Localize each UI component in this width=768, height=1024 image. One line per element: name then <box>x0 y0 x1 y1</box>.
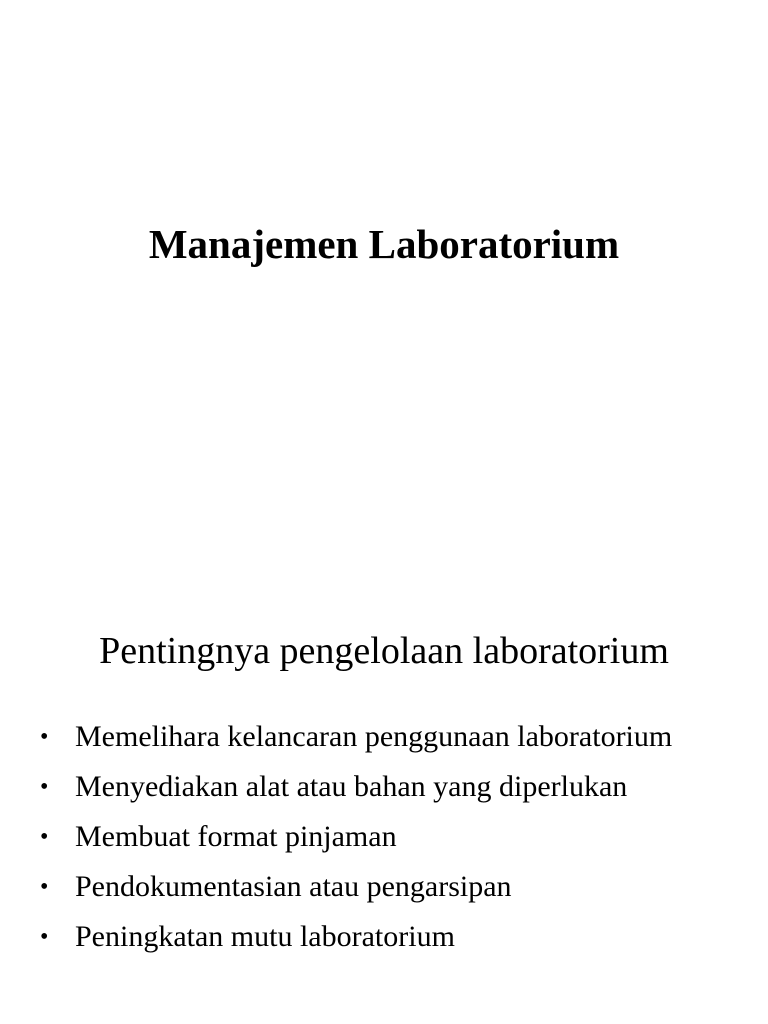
list-item <box>0 917 768 957</box>
bullet-icon: • <box>40 874 49 900</box>
bullet-text: Memelihara kelancaran penggunaan laboratorium <box>75 720 673 753</box>
list-item <box>0 767 768 807</box>
bullet-icon: • <box>40 774 49 800</box>
bullet-text: Peningkatan mutu laboratorium <box>75 920 455 953</box>
bullet-icon: • <box>40 724 49 750</box>
slide-heading: Pentingnya pengelolaan laboratorium <box>99 630 669 672</box>
bullet-text: Menyediakan alat atau bahan yang diperlukan <box>75 770 628 803</box>
content-slide <box>0 600 768 1024</box>
list-item <box>0 817 768 857</box>
bullet-icon: • <box>40 824 49 850</box>
slide-title: Manajemen Laboratorium <box>148 221 620 267</box>
bullet-list <box>0 717 768 967</box>
bullet-icon: • <box>40 924 49 950</box>
bullet-text: Pendokumentasian atau pengarsipan <box>75 870 512 903</box>
list-item <box>0 717 768 757</box>
bullet-text: Membuat format pinjaman <box>75 820 397 853</box>
list-item <box>0 867 768 907</box>
